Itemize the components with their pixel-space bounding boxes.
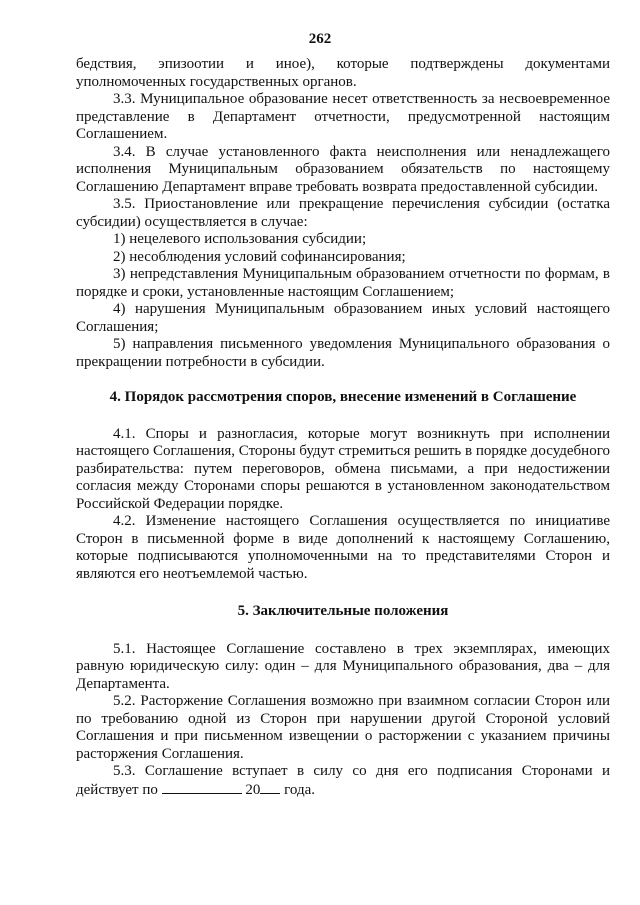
paragraph-5-3-text: 5.3. Соглашение вступает в силу со дня его подписания Сторонами и действует по xyxy=(76,763,610,798)
spacer xyxy=(76,583,610,603)
paragraph-3-3: 3.3. Муниципальное образование несет ответственность за несвоевременное представление в Департамент отчетности, предусмотренной настоящим Соглашением. xyxy=(76,91,610,142)
list-item-3: 3) непредставления Муниципальным образованием отчетности по формам, в порядке и сроки, установленные настоящим Соглашением; xyxy=(76,266,610,300)
paragraph-4-1: 4.1. Споры и разногласия, которые могут возникнуть при исполнении настоящего Соглашения, Стороны будут стремиться решить в порядке досудебного разбирательства: путем переговоров, обмена письмами, а при недостижении согласия между Сторонами споры решаются в установленном законодательством Российской Федерации порядке. xyxy=(76,425,610,512)
list-item-2: 2) несоблюдения условий софинансирования; xyxy=(113,248,406,265)
date-blank xyxy=(162,781,242,794)
spacer xyxy=(76,621,610,641)
paragraph-continuation: бедствия, эпизоотии и иное), которые подтверждены документами уполномоченных государственных органов. xyxy=(76,56,610,90)
list-item-1: 1) нецелевого использования субсидии; xyxy=(113,231,367,247)
year-blank xyxy=(260,781,280,794)
list-item-5: 5) направления письменного уведомления Муниципального образования о прекращении потребности в субсидии. xyxy=(76,336,610,370)
spacer xyxy=(76,371,610,389)
paragraph-5-3 xyxy=(76,763,610,799)
paragraph-3-5: 3.5. Приостановление или прекращение перечисления субсидии (остатка субсидии) осуществляется в случае: xyxy=(76,196,610,230)
document-body xyxy=(76,56,610,799)
year-prefix: 20 xyxy=(241,781,261,798)
paragraph-3-4: 3.4. В случае установленного факта неисполнения или ненадлежащего исполнения Муниципальным образованием обязательств по настоящему Соглашению Департамент вправе требовать возврата предоставленной субсидии. xyxy=(76,143,610,195)
section-5-heading: 5. Заключительные положения xyxy=(237,603,449,619)
spacer xyxy=(76,407,610,426)
paragraph-5-2: 5.2. Расторжение Соглашения возможно при взаимном согласии Сторон или по требованию одной из Сторон при нарушении другой Стороной условий Соглашения и при письменном извещении о расторжении с указанием причины расторжения Соглашения. xyxy=(76,693,610,762)
paragraph-5-1: 5.1. Настоящее Соглашение составлено в трех экземплярах, имеющих равную юридическую силу: один – для Муниципального образования, два – для Департамента. xyxy=(76,640,610,692)
paragraph-4-2: 4.2. Изменение настоящего Соглашения осуществляется по инициативе Сторон в письменной форме в виде дополнений к настоящему Соглашению, которые подписываются уполномоченными на то представителями Сторон и являются его неотъемлемой частью. xyxy=(76,513,610,582)
paragraph-5-3-suffix: года. xyxy=(280,781,316,798)
page-number: 262 xyxy=(308,31,332,47)
list-item-4: 4) нарушения Муниципальным образованием иных условий настоящего Соглашения; xyxy=(76,301,610,335)
section-4-heading: 4. Порядок рассмотрения споров, внесение изменений в Соглашение xyxy=(109,389,577,405)
